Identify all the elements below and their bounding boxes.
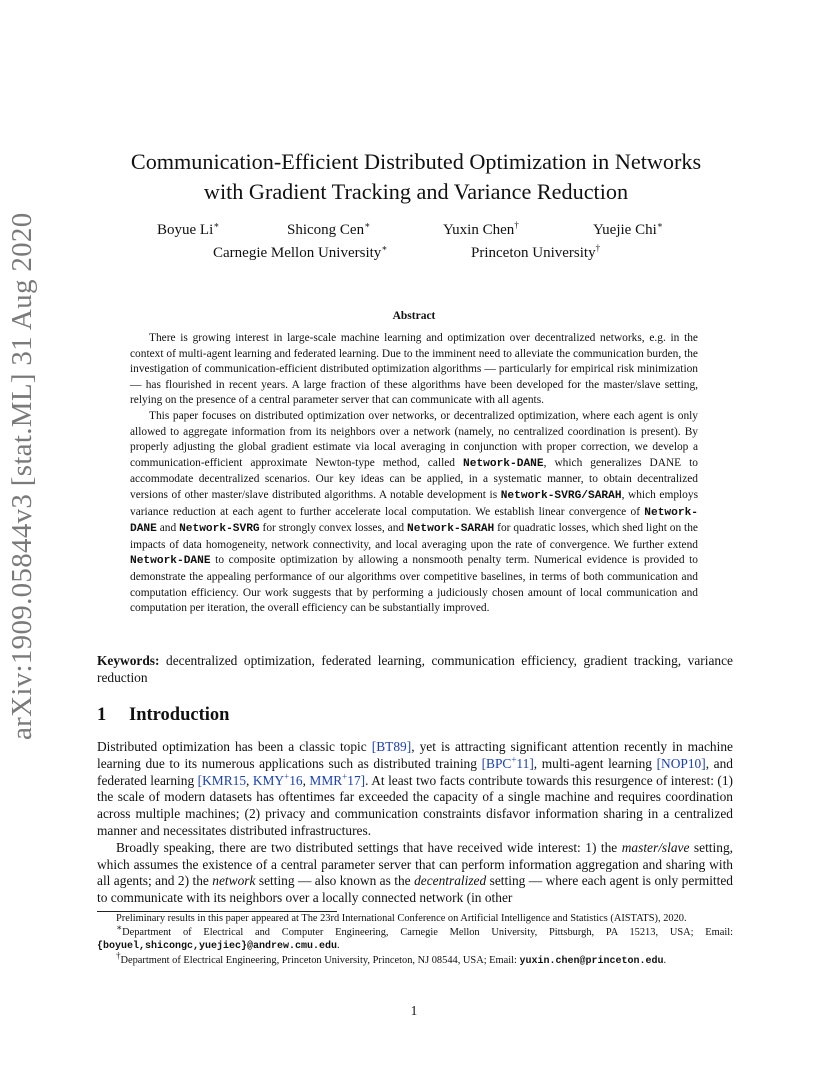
author-shicong-cen: Shicong Cen∗ bbox=[287, 220, 371, 238]
abstract-body bbox=[130, 331, 698, 617]
introduction-body bbox=[97, 739, 733, 907]
abstract-paragraph-2: This paper focuses on distributed optimization over networks, or decentralized optimization, where each agent is only allowed to aggregate information from its neighbors over a network (namely, no centralized coordination is present). By properly adjusting the global gradient estimate via local averaging in conjunction with proper correction, we develop a communication-efficient approximate Newton-type method, called Network-DANE, which generalizes DANE to accommodate decentralized scenarios. Our key ideas can be applied, in a systematic manner, to obtain decentralized versions of other master/slave distributed algorithms. A notable development is Network-SVRG/SARAH, which employs variance reduction at each agent to further accelerate local computation. We establish linear convergence of Network-DANE and Network-SVRG for strongly convex losses, and Network-SARAH for quadratic losses, which shed light on the impacts of data homogeneity, network connectivity, and local averaging upon the rate of convergence. We further extend Network-DANE to composite optimization by allowing a nonsmooth penalty term. Numerical evidence is provided to demonstrate the appealing performance of our algorithms over competitive baselines, in terms of both communication and computation efficiency. Our work suggests that by performing a judiciously chosen amount of local communication and computation per iteration, the overall efficiency can be substantially improved. bbox=[130, 409, 699, 615]
code-network-svrg: Network-SVRG bbox=[179, 523, 260, 536]
citation-link[interactable]: [BPC+11] bbox=[481, 754, 534, 771]
page-number: 1 bbox=[410, 1003, 418, 1018]
keywords-list: decentralized optimization, federated learning, communication efficiency, gradient tracking, variance reduction bbox=[97, 653, 733, 685]
abstract-paragraph-1: There is growing interest in large-scale machine learning and optimization over decentralized networks, e.g. in the context of multi-agent learning and federated learning. Due to the imminent need to alleviate the communication burden, the investigation of communication-efficient distributed optimization algorithms — particularly for empirical risk minimization — has flourished in recent years. A large fraction of these algorithms have been developed for the master/slave setting, relying on the presence of a central parameter server that can communicate with all agents. bbox=[130, 332, 698, 407]
citation-link[interactable]: [NOP10] bbox=[656, 755, 706, 771]
footnote-cmu: ∗Department of Electrical and Computer Engineering, Carnegie Mellon University, Pittsburgh, PA 15213, USA; Email: {boyuel,shicongc,yuejiec}@andrew.cmu.edu. bbox=[97, 922, 733, 953]
email-princeton[interactable]: yuxin.chen@princeton.edu bbox=[519, 955, 664, 967]
arxiv-identifier-stamp: arXiv:1909.05844v3 [stat.ML] 31 Aug 2020 bbox=[6, 212, 38, 740]
intro-paragraph-1: Distributed optimization has been a classic topic [BT89], yet is attracting significant attention recently in machine learning due to its numerous applications such as distributed training [BPC+11], multi-agent learning [NOP10], and federated learning [KMR15, KMY+16, MMR+17]. At least two facts contribute towards this resurgence of interest: (1) the scale of modern datasets has oftentimes far exceeded the capacity of a single machine and requires coordination across multiple machines; (2) privacy and communication constraints disfavor information sharing in a centralized manner and necessitates distributed infrastructures. bbox=[97, 739, 734, 838]
keywords-label: Keywords: bbox=[97, 653, 160, 668]
keywords bbox=[97, 652, 733, 686]
title-line-2: with Gradient Tracking and Variance Reduction bbox=[203, 179, 629, 204]
footnote-preliminary: Preliminary results in this paper appeared at The 23rd International Conference on Artificial Intelligence and Statistics (AISTATS), 2020. bbox=[116, 913, 687, 924]
citation-link[interactable]: KMY+16 bbox=[252, 771, 303, 788]
citation-link[interactable]: MMR+17] bbox=[309, 771, 366, 788]
affiliation-cmu: Carnegie Mellon University∗ bbox=[213, 243, 388, 261]
code-network-dane: Network-DANE bbox=[130, 506, 698, 536]
email-cmu[interactable]: {boyuel,shicongc,yuejiec}@andrew.cmu.edu bbox=[97, 941, 338, 953]
code-network-sarah: Network-SARAH bbox=[406, 523, 495, 536]
footnote-princeton: †Department of Electrical Engineering, Princeton University, Princeton, NJ 08544, USA; Email: yuxin.chen@princeton.edu. bbox=[116, 950, 667, 967]
code-network-svrg-sarah: Network-SVRG/SARAH bbox=[500, 489, 622, 502]
footnotes bbox=[97, 912, 733, 968]
citation-link[interactable]: [KMR15 bbox=[197, 772, 247, 788]
section-heading-introduction: 1 Introduction bbox=[97, 705, 230, 725]
author-boyue-li: Boyue Li∗ bbox=[157, 220, 220, 238]
author-yuxin-chen: Yuxin Chen† bbox=[443, 220, 519, 238]
author-yuejie-chi: Yuejie Chi∗ bbox=[593, 220, 663, 238]
citation-link[interactable]: [BT89] bbox=[371, 739, 412, 754]
intro-paragraph-2: Broadly speaking, there are two distributed settings that have received wide interest: 1) the master/slave setting, which assumes the existence of a central parameter server that can perform information aggregation and sharing with all agents; and 2) the network setting — also known as the decentralized setting — where each agent is only permitted to communicate with its neighbors over a locally connected network (in other bbox=[97, 839, 733, 906]
title-line-1: Communication-Efficient Distributed Optimization in Networks bbox=[130, 149, 702, 174]
code-network-dane: Network-DANE bbox=[463, 457, 544, 470]
paper-title bbox=[96, 147, 736, 207]
abstract-heading: Abstract bbox=[392, 310, 436, 322]
affiliation-princeton: Princeton University† bbox=[471, 243, 601, 261]
code-network-dane: Network-DANE bbox=[130, 555, 211, 568]
